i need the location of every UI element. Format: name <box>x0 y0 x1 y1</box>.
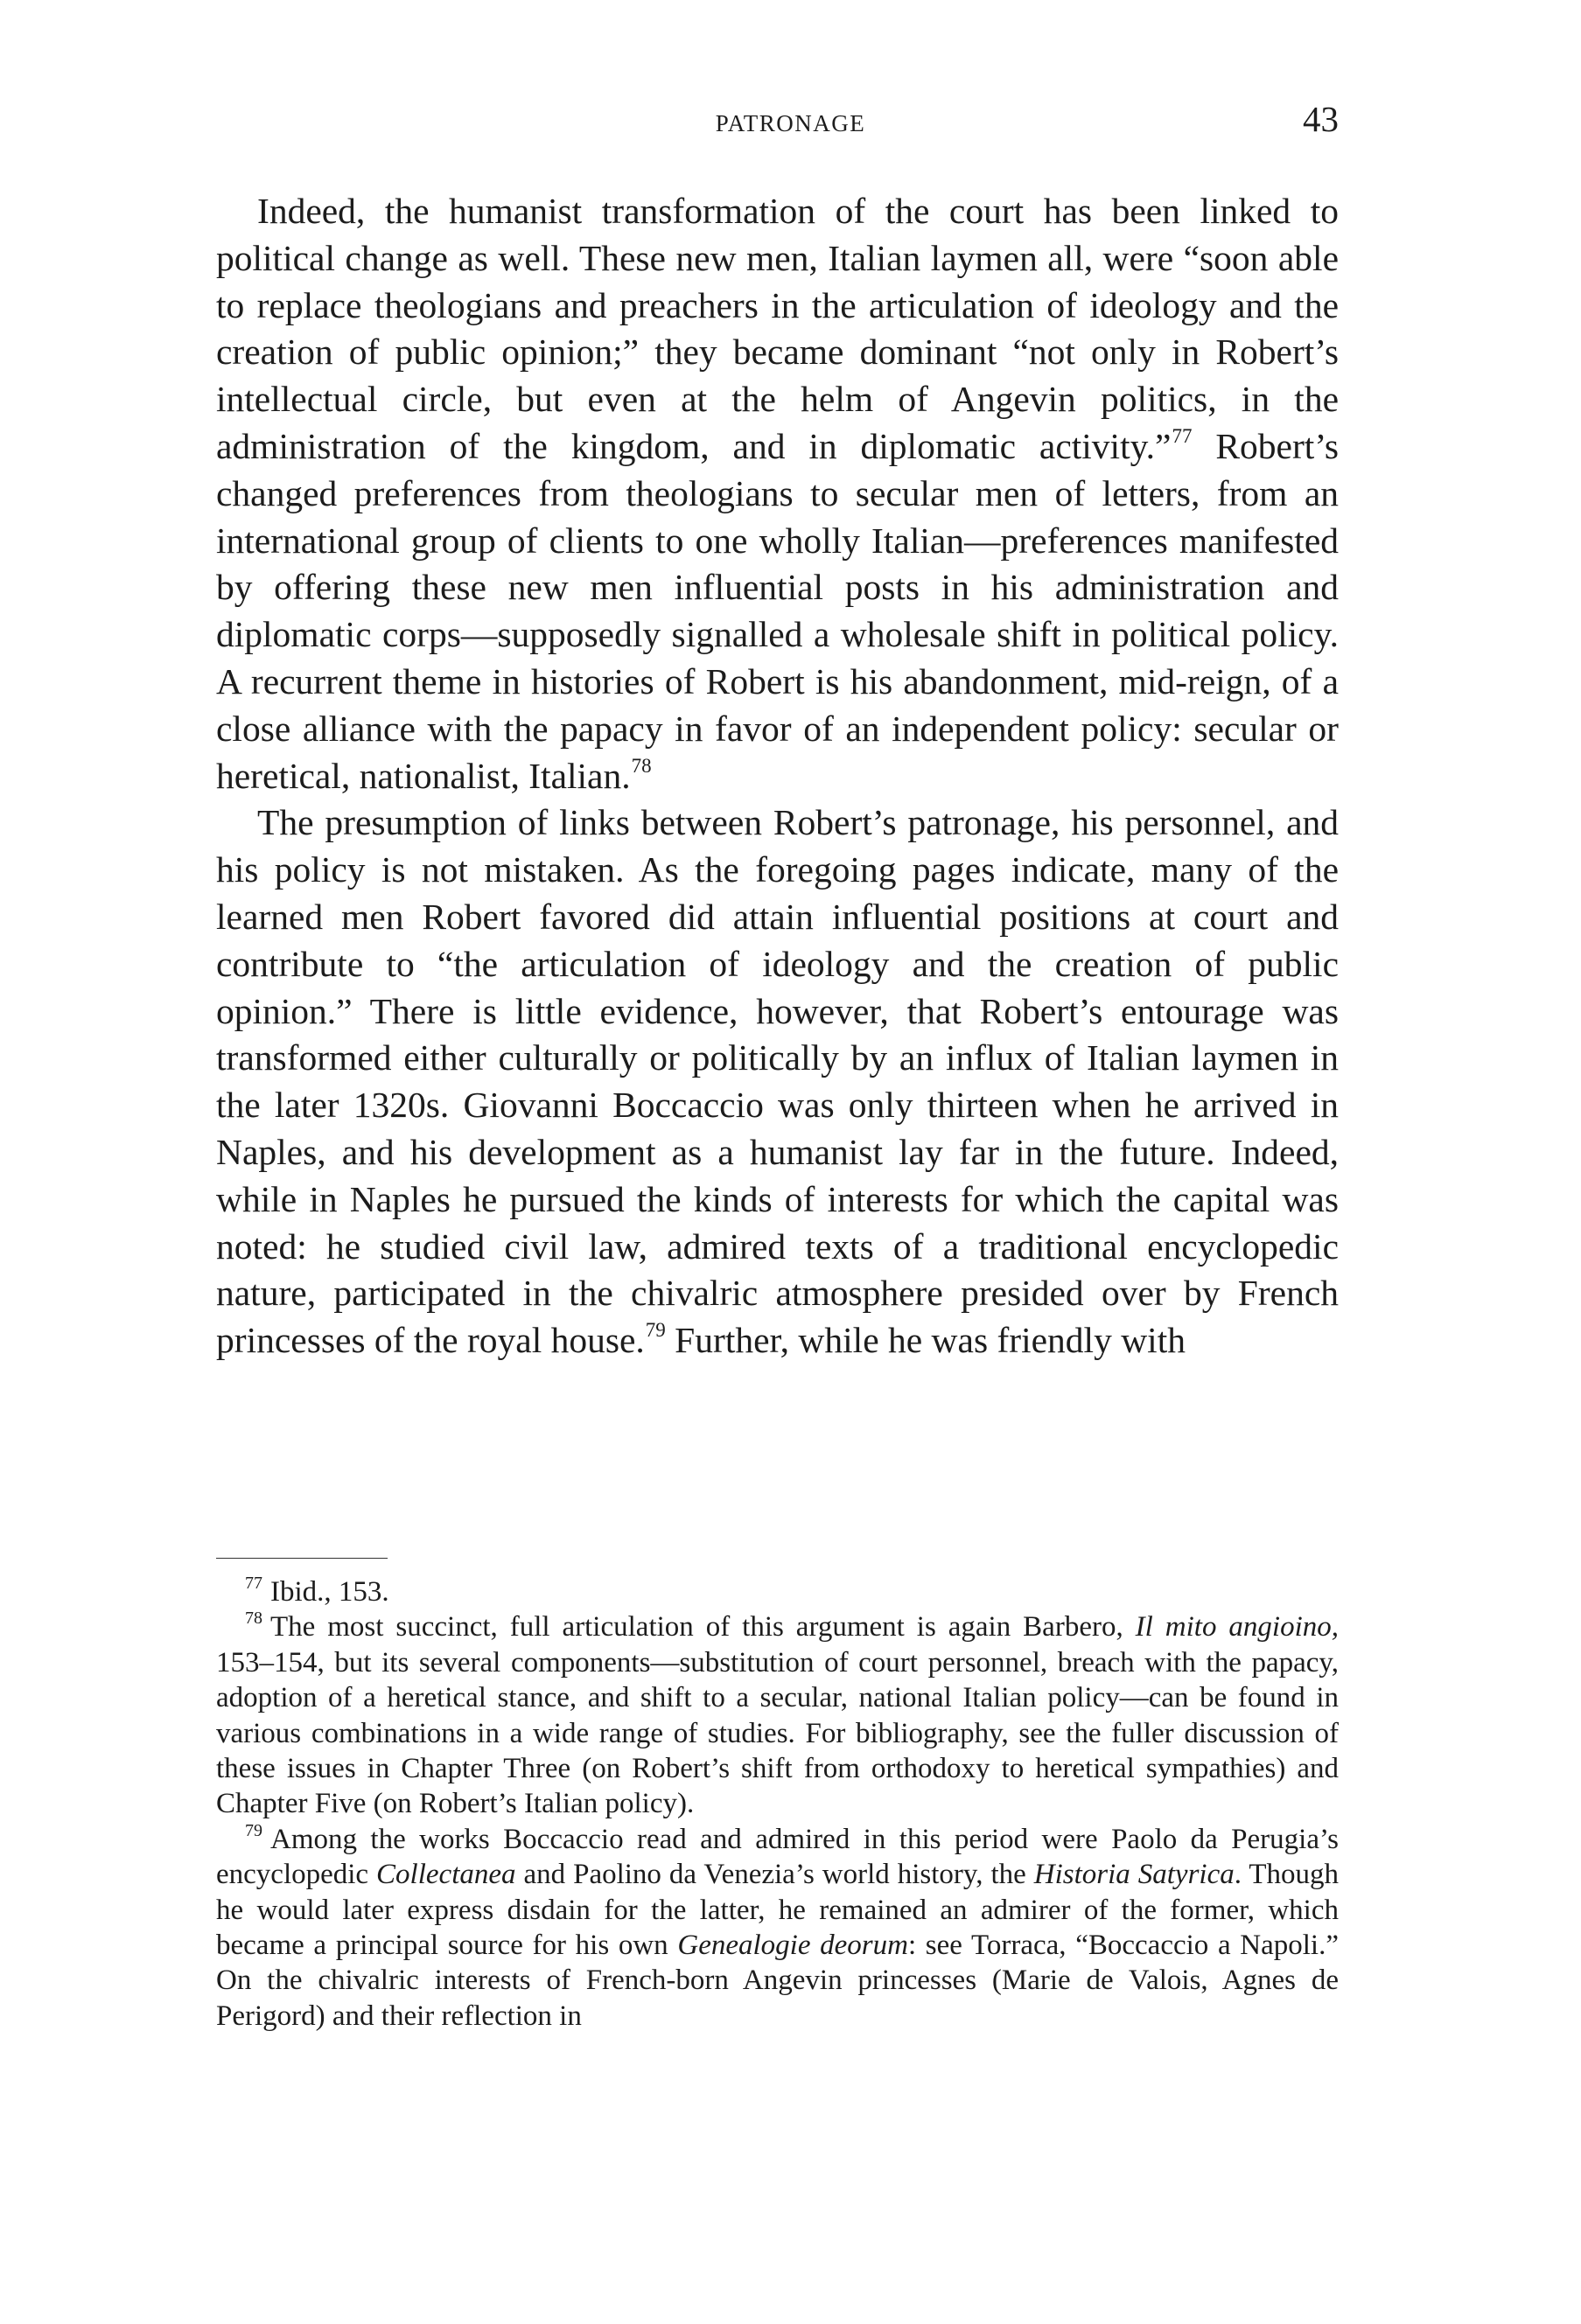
footnote-79-title-collectanea: Collectanea <box>376 1859 516 1891</box>
footnote-79-text-b: and Paolino da Venezia’s world history, the <box>515 1859 1034 1891</box>
main-text <box>216 188 1339 1364</box>
running-head <box>0 98 1581 150</box>
footnote-79-text-c: . Though he would later express disdain for the latter, he remained an admirer of the former, which became a principal source for his own <box>216 1859 1340 1962</box>
running-title: PATRONAGE <box>715 110 866 136</box>
footnote-ref-79: 79 <box>645 1319 666 1342</box>
footnote-77-text: Ibid., 153. <box>270 1576 389 1608</box>
footnote-rule <box>216 1558 388 1559</box>
paragraph-2-text-b: Further, while he was friendly with <box>665 1320 1186 1361</box>
footnote-78-title: Il mito angioino, <box>1135 1611 1339 1644</box>
paragraph-1-text-b: Robert’s changed preferences from theologians to secular men of letters, from an international group of clients to one wholly Italian—preferences manifested by offering these new men influential posts in his administration and diplomatic corps—supposedly signalled a wholesale shift in political policy. A recurrent theme in histories of Robert is his abandonment, mid-reign, of a close alliance with the papacy in favor of an independent policy: secular or heretical, nationalist, Italian. <box>216 425 1339 796</box>
page-number: 43 <box>1303 99 1339 139</box>
paragraph-2-text-a: The presumption of links between Robert’s patronage, his personnel, and his policy is not mistaken. As the foregoing pages indicate, many of the learned men Robert favored did attain influential positions at court and contribute to “the articulation of ideology and the creation of public opinion.” There is little evidence, however, that Robert’s entourage was transformed either culturally or politically by an influx of Italian laymen in the later 1320s. Giovanni Boccaccio was only thirteen when he arrived in Naples, and his development as a humanist lay far in the future. Indeed, while in Naples he pursued the kinds of interests for which the capital was noted: he studied civil law, admired texts of a traditional encyclopedic nature, participated in the chivalric atmosphere presided over by French princesses of the royal house. <box>216 802 1339 1361</box>
paragraph-2 <box>216 799 1339 1364</box>
footnote-78-text-a: The most succinct, full articulation of this argument is again Barbero, <box>270 1611 1136 1644</box>
footnote-78-number: 78 <box>245 1609 262 1629</box>
footnote-78-text-b: 153–154, but its several components—substitution of court personnel, breach with the papacy, adoption of a heretical stance, and shift to a secular, national Italian policy—can be found in various combinations in a wide range of studies. For bibliography, see the fuller discussion of these issues in Chapter Three (on Robert’s shift from orthodoxy to heretical sympathies) and Chapter Five (on Robert’s Italian policy). <box>216 1646 1339 1820</box>
footnote-78 <box>216 1609 1339 1821</box>
footnote-79-text-a: Among the works Boccaccio read and admired in this period were Paolo da Perugia’s encyclopedic <box>216 1823 1339 1891</box>
footnote-79-title-genealogie: Genealogie deorum <box>677 1930 908 1962</box>
footnote-79-number: 79 <box>245 1820 262 1840</box>
footnote-79-title-historia: Historia Satyrica <box>1033 1859 1235 1891</box>
paragraph-1 <box>216 188 1339 799</box>
footnote-ref-78: 78 <box>631 754 652 777</box>
footnotes <box>216 1574 1339 2034</box>
footnote-77-number: 77 <box>245 1574 262 1593</box>
footnote-79-text-d: : see Torraca, “Boccaccio a Napoli.” On the chivalric interests of French-born Angevin princesses (Marie de Valois, Agnes de Perigord) and their reflection in <box>216 1930 1339 2032</box>
footnote-79 <box>216 1822 1339 2034</box>
paragraph-1-text-a: Indeed, the humanist transformation of the court has been linked to political change as well. These new men, Italian laymen all, were “soon able to replace theologians and preachers in the articulation of ideology and the creation of public opinion;” they became dominant “not only in Robert’s intellectual circle, but even at the helm of Angevin politics, in the administration of the kingdom, and in diplomatic activity.” <box>216 191 1339 466</box>
footnote-ref-77: 77 <box>1172 424 1193 447</box>
footnote-77 <box>216 1574 1339 1609</box>
